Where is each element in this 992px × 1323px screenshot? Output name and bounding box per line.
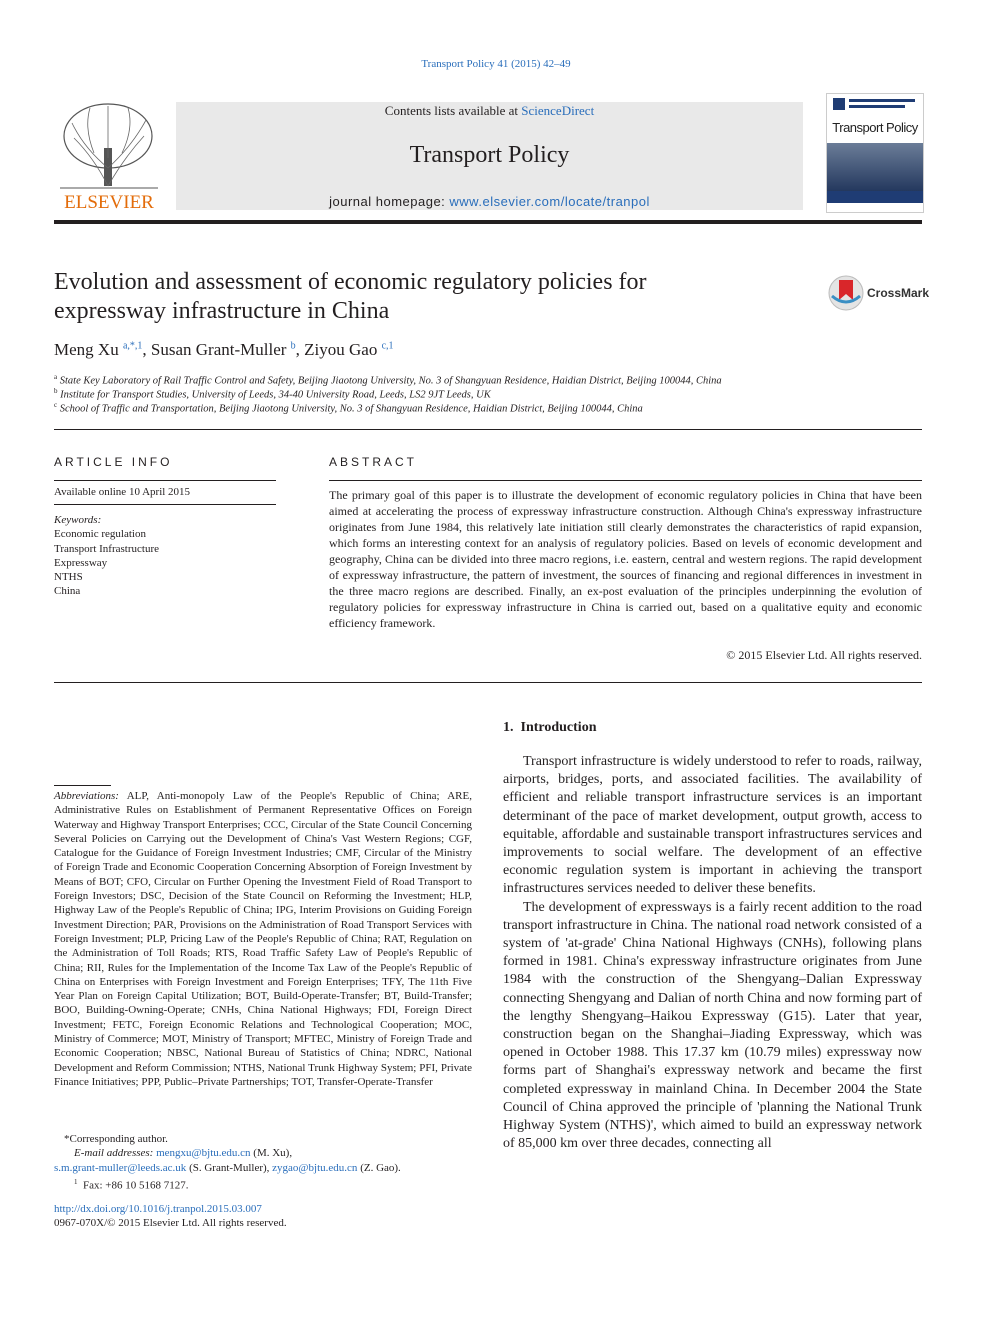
doi-block [54,1202,287,1231]
author-affil-mark[interactable]: b [290,340,296,352]
sciencedirect-link[interactable]: ScienceDirect [521,103,595,118]
cover-image [827,143,923,191]
crossmark-badge[interactable] [828,274,938,312]
affiliation: $^b$ Institute for Transport Studies, University of Leeds, 34-40 University Road, Leeds, LS2 9JT Leeds, UK [54,387,491,401]
email-line-2: s.m.grant-muller@leeds.ac.uk (S. Grant-Muller), zygao@bjtu.edu.cn (Z. Gao). [54,1161,401,1174]
divider [54,682,922,683]
article-info-heading: ARTICLE INFO [54,455,173,469]
abstract-heading: ABSTRACT [329,455,418,469]
corresponding-footnote [54,1132,472,1193]
journal-citation[interactable]: Transport Policy 41 (2015) 42–49 [421,58,571,70]
cover-top [827,94,923,116]
cover-title: Transport Policy [832,120,918,135]
section-heading-introduction: 1. Introduction [503,720,597,735]
keyword: China [54,585,81,598]
affiliation: $^a$ State Key Laboratory of Rail Traffic Control and Safety, Beijing Jiaotong University, No. 3 of Shangyuan Residence, Haidian District, Beijing 100044, China [54,373,722,387]
copyright-notice: © 2015 Elsevier Ltd. All rights reserved. [726,648,922,662]
keyword: Transport Infrastructure [54,542,159,555]
elsevier-wordmark: ELSEVIER [64,192,154,213]
elsevier-tree-icon [54,98,164,213]
cover-logo-icon [833,98,845,110]
available-online: Available online 10 April 2015 [54,486,191,498]
paper-title [54,268,794,326]
email-link[interactable]: zygao@bjtu.edu.cn [272,1161,358,1174]
author-name[interactable]: Ziyou Gao [304,340,378,359]
affiliation: $^c$ School of Traffic and Transportation, Beijing Jiaotong University, No. 3 of Shangyuan Residence, Haidian District, Beijing 100044, China [54,401,643,415]
homepage-link[interactable]: www.elsevier.com/locate/tranpol [449,194,650,209]
keyword: Expressway [54,556,108,569]
journal-cover-thumbnail[interactable] [826,93,924,213]
keywords-label: Keywords: [54,514,102,526]
fax-line: $^1$ Fax: +86 10 5168 7127. [74,1177,189,1192]
divider [54,480,276,481]
cover-bottom-band [827,191,923,203]
intro-paragraph: Transport infrastructure is widely understood to refer to roads, railway, airports, bridges, ports, and associated facilities. The availability of efficient and reliable transport infrastructure services is an important determinant of the pace of market development, output growth, access to equitable, affordable and sustainable transport infrastructures services and improvements to social welfare. The development of an effective economic regulation system is important in achieving the transport infrastructures services needed to deliver these benefits. [503,754,922,897]
journal-name: Transport Policy [409,142,570,168]
author-name[interactable]: Susan Grant-Muller [150,340,287,359]
author-name[interactable]: Meng Xu [54,340,119,359]
contents-line: Contents lists available at ScienceDirect [384,103,595,118]
introduction-body [503,753,922,1153]
author-affil-mark[interactable]: c,1 [381,340,394,352]
divider [329,480,922,481]
doi-link[interactable]: http://dx.doi.org/10.1016/j.tranpol.2015.03.007 [54,1203,262,1215]
paper-title-line1: Evolution and assessment of economic regulatory policies for [54,269,647,295]
author-list: Meng Xu $^{a,*,1}$, Susan Grant-Muller $^b$, Ziyou Gao $^{c,1}$ [54,340,394,359]
keyword: NTHS [54,571,83,584]
abbreviations-footnote: Abbreviations: ALP, Anti-monopoly Law of the People's Republic of China; ARE, Administrative Rules on Establishment of Permanent Representative Offices on Foreign Waterway and Highway Transport Enterprises; CCC, Circular of the State Council Concerning Several Policies on Carrying out the Development of China's Vast Western Regions; CGF, Catalogue for the Guidance of Foreign Investment Industries; CMF, Circular of the Ministry of Foreign Trade and Economic Cooperation Concerning Absorption of Foreign Investment by Means of BOT; CFO, Circular on Further Opening the Investment Field of Road Transport to Foreign Investors; DSC, Decision of the State Council on Reforming the Investment; HLP, Highway Law of the People's Republic of China; IPG, Interim Provisions on Guiding Foreign Investment Direction; PAR, Provisions on the Administration of Road Transport Services with Foreign Investment; PLP, Pricing Law of the People's Republic of China; RAT, Regulation on the Administration of Toll Roads; RTS, Road Traffic Safety Law of People's Republic of China; RII, Rules for the Implementation of the Income Tax Law of the People's Republic of China on Enterprises with Foreign Investment and Foreign Enterprises; TFY, The 11th Five Year Plan on Foreign Capital Utilization; BOT, Build-Operate-Transfer; BT, Build-Transfer; BOO, Building-Owning-Operate; CNHs, China National Highways; FDI, Foreign Direct Investment; FETC, Foreign Economic Relations and Technological Cooperation; MOC, Ministry of Commerce; MOT, Ministry of Transport; MFTEC, Ministry of Foreign Trade and Economic Cooperation; NBSC, National Bureau of Statistics of China; NDRC, National Development and Reform Commission; NTHS, National Trunk Highway System; PFI, Private Finance Initiatives; PPP, Public–Private Partnerships; TOT, Transfer-Operate-Transfer [54,790,472,1088]
author-affil-mark[interactable]: a,*,1 [122,340,143,352]
issn-line: 0967-070X/© 2015 Elsevier Ltd. All rights reserved. [54,1217,287,1230]
header-rule [54,220,922,224]
homepage-line: journal homepage: www.elsevier.com/locate/tranpol [329,194,650,209]
abstract-text: The primary goal of this paper is to illustrate the development of economic regulatory policies in China that have been aimed at accelerating the process of expressway infrastructure construction. Although China's expressway infrastructure originates from June 1984, this relatively late initiation still clearly demonstrates the characteristics of rapid expansion, which forms an interesting context for an analysis of regulatory policies. Based on levels of economic development and geography, China can be divided into three macro regions, i.e. eastern, central and western regions. The rapid development of expressway infrastructure, the pattern of investment, the sources of financing and regional differences in investment in the three macro regions are described. Finally, an ex-post evaluation of the principles underpinning the evolution of regulatory policies for expressway infrastructure in China is carried out, based on a qualitative equity and economic efficiency framework. [329,488,922,630]
elsevier-logo[interactable] [54,98,164,213]
corresponding-author: *Corresponding author. [64,1133,168,1145]
email-line: E-mail addresses: mengxu@bjtu.edu.cn (M. Xu), [74,1147,293,1160]
keyword: Economic regulation [54,528,146,541]
email-link[interactable]: s.m.grant-muller@leeds.ac.uk [54,1161,187,1174]
crossmark-icon [828,274,868,312]
divider [54,429,922,430]
intro-paragraph: The development of expressways is a fairly recent addition to the road transport infrastructure in China. The national road network consisted of a system of 'at-grade' China National Highways (CNHs), following plans formed in 1981. China's expressway infrastructure originates from June 1984 with the construction of the Shengyang–Dalian Expressway connecting Shengyang and Dalian of north China and now forming part of the lengthy Shengyang–Haikou Expressway (G15). Later that year, construction began on the Shanghai–Jiading Expressway, which was opened in October 1988. This 17.37 km (10.79 miles) expressway now forms part of Shanghai's expressway network and became the first completed expressway in mainland China. In December 2004 the State Council of China approved the principle of 'planning the National Trunk Highway System (NTHS)', which aimed to build an expressway network of 85,000 km over three decades, connecting all [503,899,922,1152]
divider [54,504,276,505]
footnote-rule [54,785,111,786]
crossmark-label: CrossMark [867,286,930,300]
paper-title-line2: expressway infrastructure in China [54,298,390,324]
keywords-block [54,513,159,599]
email-link[interactable]: mengxu@bjtu.edu.cn [156,1147,251,1160]
